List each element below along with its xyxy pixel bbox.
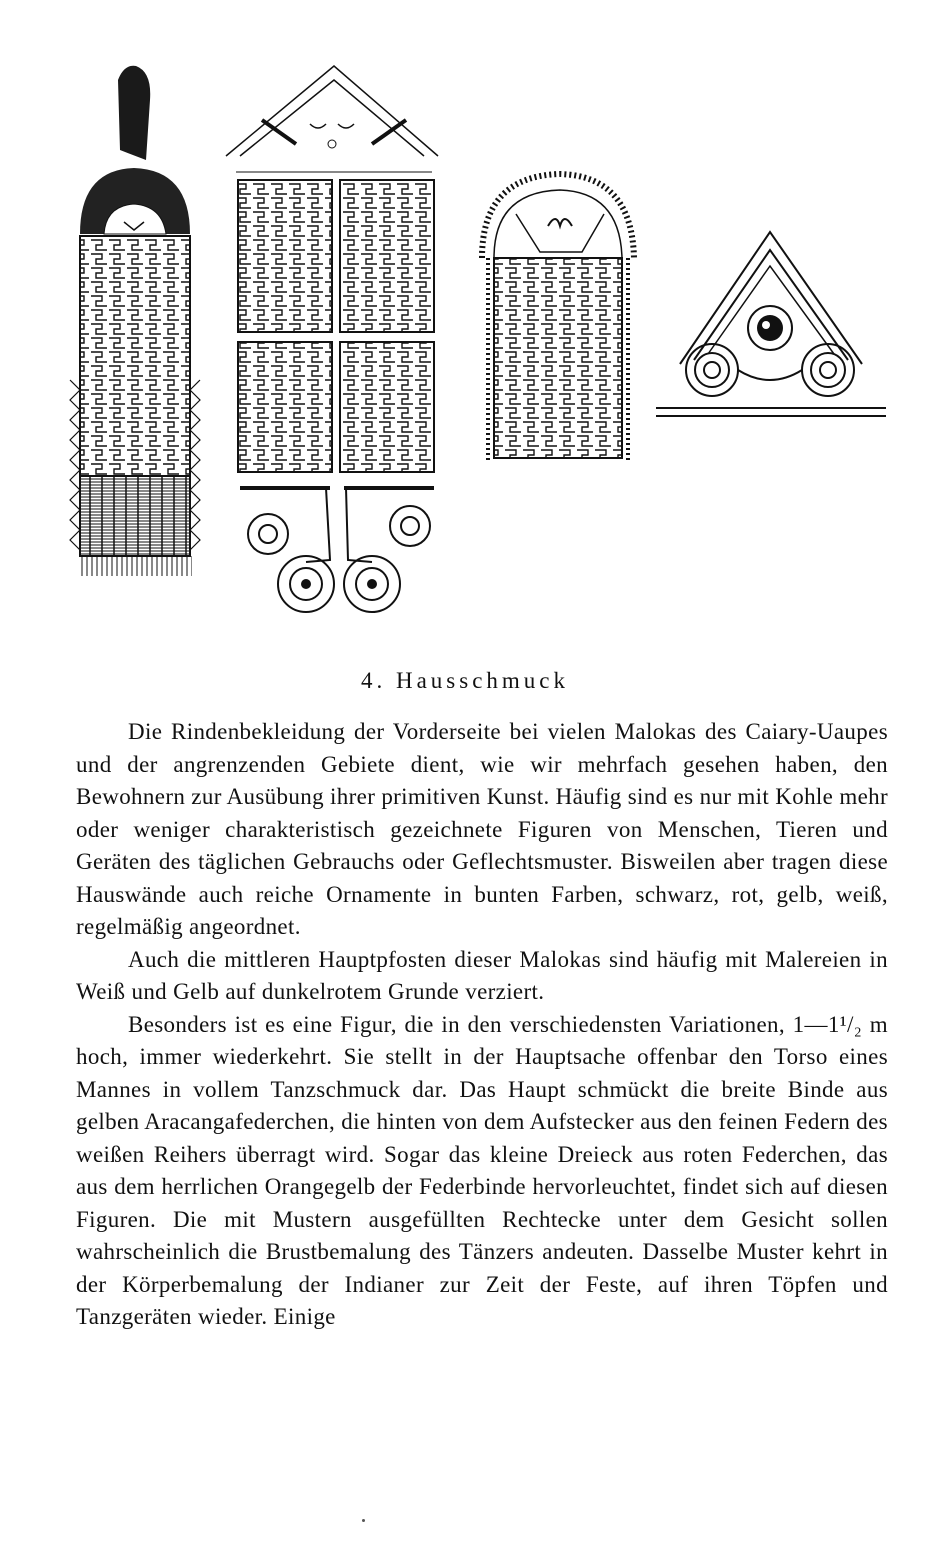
figure-panel-roof — [226, 66, 438, 612]
ornament-figures — [0, 0, 930, 650]
figure-arched-panel — [482, 174, 634, 460]
section-heading: 4. Hausschmuck — [360, 668, 570, 693]
body-text — [76, 716, 888, 1334]
paragraph-2: Auch die mittleren Hauptpfosten dieser Malokas sind häufig mit Malereien in Weiß und Gelb auf dunkelrotem Grunde verziert. — [76, 946, 888, 1004]
paragraph-3: Besonders ist es eine Figur, die in den verschiedensten Variationen, 1—1¹/₂ m hoch, immer wiederkehrt. Sie stellt in der Hauptsache offenbar den Torso eines Mannes in vollem Tanzschmuck dar. Das Haupt schmückt die breite Binde aus gelben Aracangafederchen, die hinten von dem Aufstecker aus den feinen Federn des weißen Reihers überragt wird. Sogar das kleine Dreieck aus roten Federchen, das aus dem herrlichen Orangegelb der Federbinde hervorleuchtet, findet sich auf diesen Figuren. Die mit Mustern ausgefüllten Rechtecke unter dem Gesicht sollen wahrscheinlich die Brustbemalung des Tänzers andeuten. Dasselbe Muster kehrt in der Körperbemalung der Indianer zur Zeit der Feste, auf ihren Töpfen und Tanzgeräten wieder. Einige — [76, 1011, 888, 1329]
page-speck — [362, 1519, 365, 1522]
paragraph-1: Die Rindenbekleidung der Vorderseite bei vielen Malokas des Caiary-Uaupes und der angrenzenden Gebiete dient, wie wir mehrfach gesehen haben, den Bewohnern zur Ausübung ihrer primitiven Kunst. Häufig sind es nur mit Kohle mehr oder weniger charakteristisch gezeichnete Figuren von Menschen, Tieren und Geräten des täglichen Gebrauchs oder Geflechtsmuster. Bisweilen aber tragen diese Hauswände auch reiche Ornamente in bunten Farben, schwarz, rot, gelb, weiß, regelmäßig angeordnet. — [76, 719, 888, 939]
figure-spiral-triangle — [656, 232, 886, 416]
figure-post-dancer — [70, 66, 200, 576]
